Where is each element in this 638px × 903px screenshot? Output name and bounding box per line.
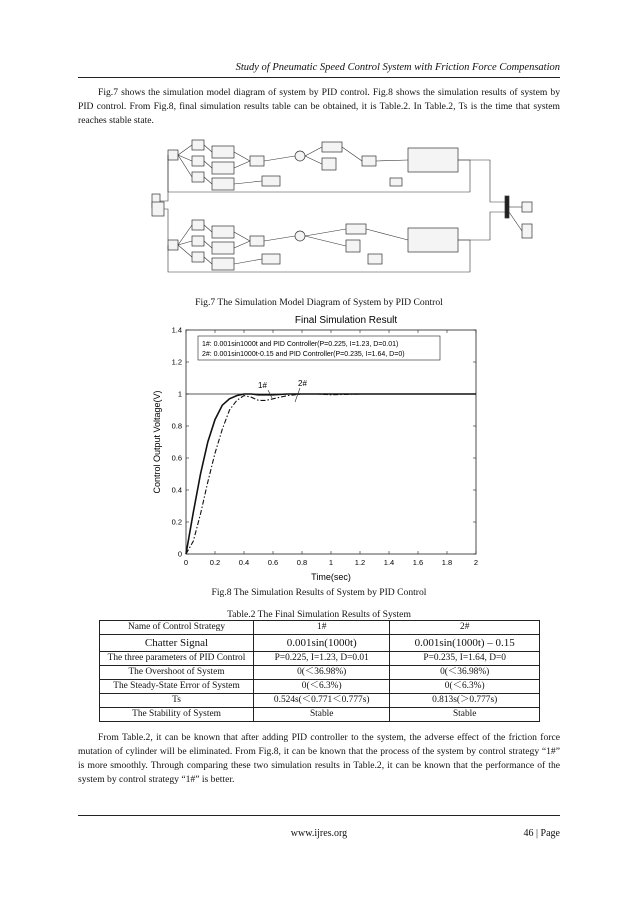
x-axis-label: Time(sec): [311, 572, 351, 582]
closing-paragraph: [78, 731, 560, 787]
x-tick-label: 1.6: [412, 558, 424, 567]
cell: 0.524s(＜0.771＜0.777s): [254, 694, 390, 708]
table-row: [100, 666, 540, 680]
y-tick-label: 1.2: [171, 357, 182, 367]
y-tick-label: 0.8: [171, 421, 182, 431]
row-label: Ts: [100, 694, 254, 708]
x-tick-label: 0.6: [267, 558, 279, 567]
row-label: The Stability of System: [100, 708, 254, 722]
row-label: The Overshoot of System: [100, 666, 254, 680]
row-label: The Steady-State Error of System: [100, 680, 254, 694]
x-tick-label: 0.2: [209, 558, 221, 567]
table-row: [100, 635, 540, 652]
cell: 0(＜36.98%): [254, 666, 390, 680]
footer-url: www.ijres.org: [290, 828, 348, 839]
table-row: [100, 680, 540, 694]
cell: 0(＜36.98%): [390, 666, 540, 680]
closing-text: From Table.2, it can be known that after adding PID controller to the system, the adverse effect of the friction force mutation of cylinder will be eliminated. From Fig.8, it can be known that the process of the system by control strategy “1#” is more smoothly. Through comparing these two simulation results in Table.2, it can be known that the performance of the system by control strategy “1#” is better.: [78, 732, 560, 785]
x-tick-label: 1.2: [354, 558, 366, 567]
results-table: [99, 620, 540, 722]
y-tick-label: 0.2: [171, 517, 182, 527]
header-cell: 1#: [254, 621, 390, 635]
fig7-caption: Fig.7 The Simulation Model Diagram of System by PID Control: [195, 297, 443, 308]
x-tick-label: 0.4: [238, 558, 250, 567]
fig8-caption: Fig.8 The Simulation Results of System by PID Control: [211, 587, 427, 598]
cell: P=0.225, I=1.23, D=0.01: [254, 652, 390, 666]
legend-entry-1: 1#: 0.001sin1000t and PID Controller(P=0.225, I=1.23, D=0.01): [202, 341, 399, 348]
y-tick-label: 0: [177, 549, 182, 559]
header-cell: 2#: [390, 621, 540, 635]
x-tick-label: 1.4: [383, 558, 395, 567]
table-row: [100, 652, 540, 666]
cell: 0.001sin(1000t): [254, 635, 390, 652]
x-tick-label: 2: [473, 558, 479, 567]
simulation-result-chart: [150, 312, 496, 584]
table-header-row: [100, 621, 540, 635]
cell: Stable: [390, 708, 540, 722]
x-tick-label: 0.8: [296, 558, 308, 567]
chart-title: Final Simulation Result: [294, 315, 398, 326]
x-tick-label: 0: [183, 558, 189, 567]
step-block-left: [152, 202, 164, 216]
plot-frame: [186, 330, 476, 554]
footer-rule: [78, 815, 560, 816]
y-tick-label: 1.4: [171, 325, 182, 335]
cell: Stable: [254, 708, 390, 722]
simulink-model-diagram: [150, 132, 542, 292]
y-axis-label: Control Output Voltage(V): [152, 390, 162, 494]
table-row: [100, 708, 540, 722]
cell: 0.813s(＞0.777s): [390, 694, 540, 708]
table-row: [100, 694, 540, 708]
table-caption: Table.2 The Final Simulation Results of System: [227, 609, 411, 620]
y-tick-label: 0.6: [171, 453, 182, 463]
y-tick-label: 0.4: [171, 485, 182, 495]
legend-entry-2: 2#: 0.001sin1000t-0.15 and PID Controller(P=0.235, I=1.64, D=0): [202, 351, 405, 358]
running-header: Study of Pneumatic Speed Control System with Friction Force Compensation: [235, 62, 560, 73]
x-tick-label: 1.8: [441, 558, 453, 567]
header-rule: [78, 77, 560, 78]
cell: 0(＜6.3%): [390, 680, 540, 694]
cell: 0(＜6.3%): [254, 680, 390, 694]
row-label: The three parameters of PID Control: [100, 652, 254, 666]
row-label: Chatter Signal: [100, 635, 254, 652]
y-tick-label: 1: [177, 389, 182, 399]
annotation-2: 2#: [298, 379, 307, 388]
intro-paragraph: [78, 86, 560, 128]
cell: 0.001sin(1000t) – 0.15: [390, 635, 540, 652]
intro-text: Fig.7 shows the simulation model diagram of system by PID control. Fig.8 shows the simulation results of system by PID control. From Fig.8, final simulation results table can be obtained, it is Table.2. In Table.2, Ts is the time that system reaches stable state.: [78, 87, 560, 126]
cell: P=0.235, I=1.64, D=0: [390, 652, 540, 666]
header-cell: Name of Control Strategy: [100, 621, 254, 635]
x-tick-label: 1: [328, 558, 334, 567]
annotation-1: 1#: [258, 381, 267, 390]
page-number: 46 | Page: [523, 828, 560, 839]
